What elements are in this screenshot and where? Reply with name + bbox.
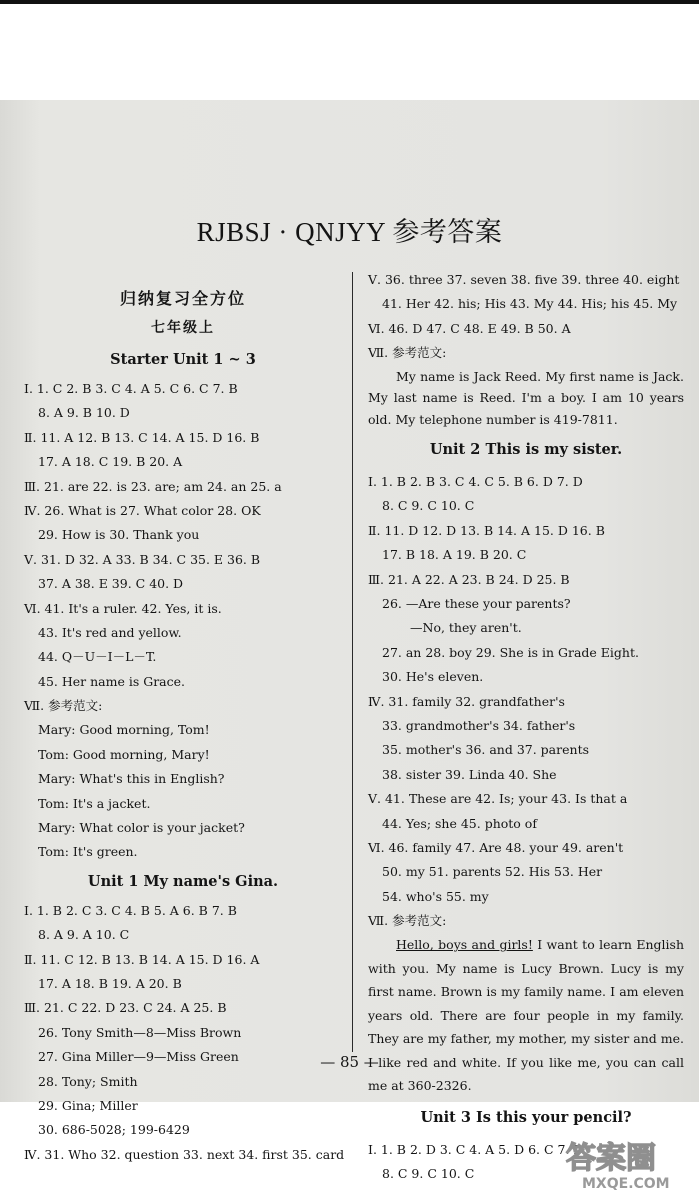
answer-line: Ⅳ. 26. What is 27. What color 28. OK xyxy=(24,502,261,518)
unit2-answers xyxy=(368,470,684,933)
answer-line: Ⅶ. 参考范文: xyxy=(368,913,447,929)
unit1-answers xyxy=(24,899,345,1167)
answer-line: Ⅱ. 11. C 12. B 13. B 14. A 15. D 16. A xyxy=(24,951,260,967)
answer-line: 29. How is 30. Thank you xyxy=(38,527,200,543)
answer-line: Ⅰ. 1. B 2. D 3. C 4. A 5. D 6. C 7. D xyxy=(368,1141,584,1157)
logo-text: 答案圈 xyxy=(566,1141,656,1176)
answer-line: Ⅴ. 41. These are 42. Is; your 43. Is that a xyxy=(368,791,628,807)
sample-essay-2 xyxy=(368,933,684,1098)
answer-line: 26. Tony Smith—8—Miss Brown xyxy=(38,1024,242,1040)
right-column xyxy=(368,268,684,1187)
answer-line: 41. Her 42. his; His 43. My 44. His; his 45. My xyxy=(382,296,678,312)
answer-line: Mary: What's this in English? xyxy=(38,771,225,787)
answer-line: Ⅰ. 1. B 2. C 3. C 4. B 5. A 6. B 7. B xyxy=(24,902,237,918)
answer-line: 8. C 9. C 10. C xyxy=(382,498,475,514)
unit-heading-starter: Starter Unit 1 ~ 3 xyxy=(110,351,256,368)
answer-line: 17. A 18. C 19. B 20. A xyxy=(38,454,183,470)
answer-line: Ⅱ. 11. D 12. D 13. B 14. A 15. D 16. B xyxy=(368,522,605,538)
watermark-logo xyxy=(560,1132,690,1194)
answer-line: 30. 686-5028; 199-6429 xyxy=(38,1122,190,1138)
answer-line: 29. Gina; Miller xyxy=(38,1097,138,1113)
answer-line: Ⅴ. 36. three 37. seven 38. five 39. three 40. eight xyxy=(368,272,680,287)
page-title: RJBSJ · QNJYY 参考答案 xyxy=(196,217,503,247)
answer-line: 26. —Are these your parents? xyxy=(382,596,571,612)
answer-line: 44. Q－U－I－L－T. xyxy=(38,649,157,665)
answer-line: Tom: It's green. xyxy=(38,844,138,860)
answer-line: Tom: It's a jacket. xyxy=(38,795,151,811)
answer-line: 8. A 9. A 10. C xyxy=(38,927,130,943)
unit-heading-1: Unit 1 My name's Gina. xyxy=(87,872,279,890)
answer-line: Ⅵ. 46. family 47. Are 48. your 49. aren't xyxy=(368,839,624,855)
answer-line: 33. grandmother's 34. father's xyxy=(382,717,576,733)
answer-line: Mary: Good morning, Tom! xyxy=(38,722,210,738)
answer-line: Ⅶ. 参考范文: xyxy=(24,698,103,714)
answer-line: Mary: What color is your jacket? xyxy=(38,820,245,836)
section-heading: 归纳复习全方位 xyxy=(119,289,246,308)
answer-line: Ⅲ. 21. are 22. is 23. are; am 24. an 25. a xyxy=(24,478,282,494)
essay-greeting: Hello, boys and girls! xyxy=(396,937,533,953)
answer-line: Tom: Good morning, Mary! xyxy=(38,746,210,762)
logo-subtext: MXQE.COM xyxy=(582,1176,670,1192)
unit1-answers-continued xyxy=(368,268,684,366)
essay-body: I want to learn English with you. My name is Lucy Brown. Lucy is my first name. Brown is my family name. I am eleven years old. There are four people in my family. They are my father, my mother, my sister and me. I like red and white. If you like me, you can call me at 360-2326. xyxy=(368,937,684,1094)
answer-line: 27. Gina Miller—9—Miss Green xyxy=(38,1049,239,1065)
answer-line: 27. an 28. boy 29. She is in Grade Eight. xyxy=(382,644,639,660)
answer-line: 38. sister 39. Linda 40. She xyxy=(382,766,557,782)
answer-line: 44. Yes; she 45. photo of xyxy=(382,815,537,831)
answer-line: 54. who's 55. my xyxy=(382,888,489,904)
answer-line: —No, they aren't. xyxy=(410,620,522,636)
answer-line: Ⅳ. 31. family 32. grandfather's xyxy=(368,693,565,709)
left-column xyxy=(24,285,345,1167)
answer-line: 45. Her name is Grace. xyxy=(38,673,185,689)
answer-line: 8. C 9. C 10. C xyxy=(382,1166,475,1182)
answer-line: Ⅲ. 21. C 22. D 23. C 24. A 25. B xyxy=(24,1000,227,1016)
page-number: — 85 — xyxy=(320,1053,379,1071)
answer-line: Ⅵ. 46. D 47. C 48. E 49. B 50. A xyxy=(368,320,571,336)
answer-line: Ⅳ. 31. Who 32. question 33. next 34. first 35. card xyxy=(24,1146,345,1162)
answer-line: 8. A 9. B 10. D xyxy=(38,405,130,421)
unit-heading-2: Unit 2 This is my sister. xyxy=(429,441,623,459)
sample-essay-1: My name is Jack Reed. My first name is Jack. My last name is Reed. I'm a boy. I am 10 years old. My telephone number is 419-7811. xyxy=(368,368,684,427)
answer-line: 37. A 38. E 39. C 40. D xyxy=(38,576,184,592)
answer-line: 35. mother's 36. and 37. parents xyxy=(382,742,590,758)
answer-line: Ⅰ. 1. C 2. B 3. C 4. A 5. C 6. C 7. B xyxy=(24,381,238,396)
grade-heading: 七年级上 xyxy=(151,320,215,336)
top-edge-bar xyxy=(0,0,699,4)
answer-line: Ⅰ. 1. B 2. B 3. C 4. C 5. B 6. D 7. D xyxy=(368,474,583,490)
column-divider xyxy=(352,272,353,1052)
answer-line: Ⅵ. 41. It's a ruler. 42. Yes, it is. xyxy=(24,600,222,616)
answer-line: Ⅶ. 参考范文: xyxy=(368,345,447,361)
unit-heading-3: Unit 3 Is this your pencil? xyxy=(420,1108,632,1126)
answer-line: 43. It's red and yellow. xyxy=(38,624,182,640)
answer-line: 50. my 51. parents 52. His 53. Her xyxy=(382,864,603,880)
answer-line: 17. B 18. A 19. B 20. C xyxy=(382,547,527,563)
answer-line: Ⅲ. 21. A 22. A 23. B 24. D 25. B xyxy=(368,571,570,587)
answer-line: 28. Tony; Smith xyxy=(38,1073,138,1089)
answer-line: Ⅱ. 11. A 12. B 13. C 14. A 15. D 16. B xyxy=(24,429,260,445)
answer-line: Ⅴ. 31. D 32. A 33. B 34. C 35. E 36. B xyxy=(24,551,261,567)
answer-line: 17. A 18. B 19. A 20. B xyxy=(38,975,182,991)
answer-line: 30. He's eleven. xyxy=(382,669,484,685)
starter-answers xyxy=(24,377,342,865)
